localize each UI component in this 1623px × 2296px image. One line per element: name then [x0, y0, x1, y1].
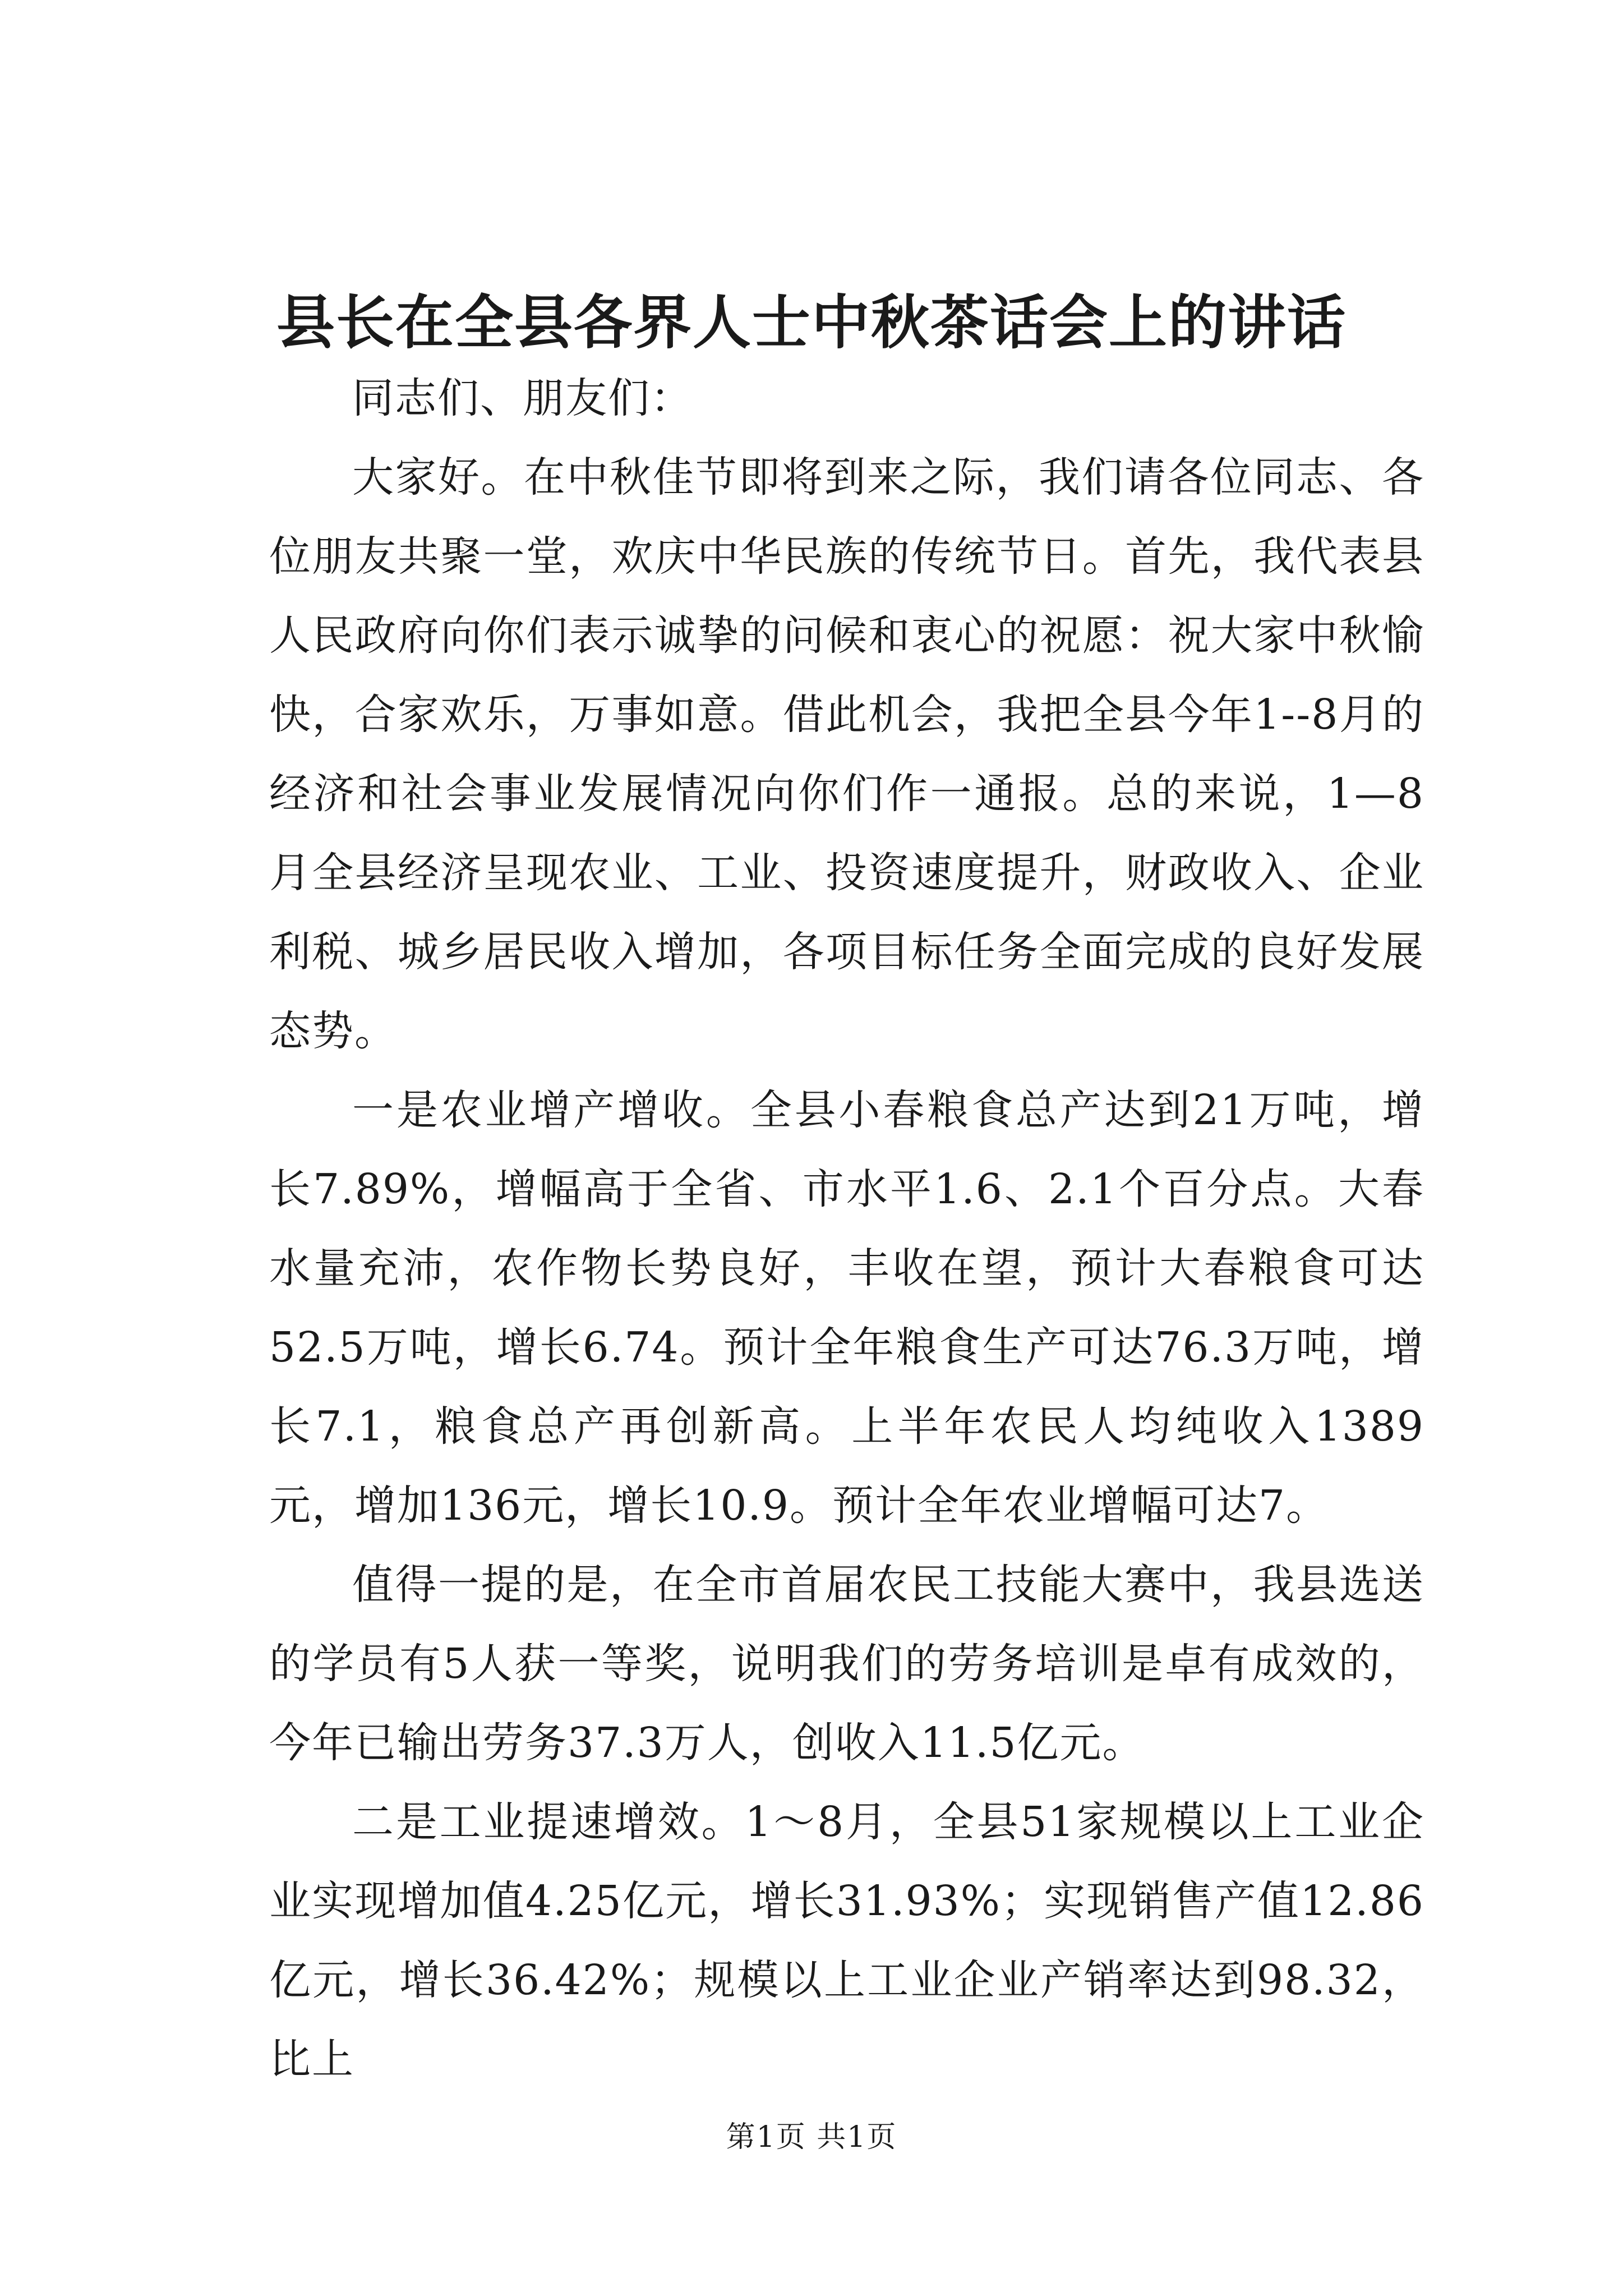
page-footer: 第1页 共1页 [726, 2120, 897, 2154]
paragraph-agriculture: 一是农业增产增收。全县小春粮食总产达到21万吨，增长7.89%，增幅高于全省、市水平1.6、2.1个百分点。大春水量充沛，农作物长势良好，丰收在望，预计大春粮食可达52.5万吨，增长6.74。预计全年粮食生产可达76.3万吨，增长7.1，粮食总产再创新高。上半年农民人均纯收入1389元，增加136元，增长10.9。预计全年农业增幅可达7。 [269, 1086, 1424, 1530]
paragraph-industry: 二是工业提速增效。1～8月，全县51家规模以上工业企业实现增加值4.25亿元，增长31.93%；实现销售产值12.86亿元，增长36.42%；规模以上工业企业产销率达到98.32，比上 [269, 1798, 1424, 2083]
document-title: 县长在全县各界人士中秋茶话会上的讲话 [276, 288, 1347, 357]
paragraph-labor: 值得一提的是，在全市首届农民工技能大赛中，我县选送的学员有5人获一等奖，说明我们的劳务培训是卓有成效的，今年已输出劳务37.3万人，创收入11.5亿元。 [269, 1561, 1424, 1767]
paragraph-greeting: 同志们、朋友们： [352, 374, 693, 422]
document-body [269, 359, 1424, 2099]
paragraph-intro: 大家好。在中秋佳节即将到来之际，我们请各位同志、各位朋友共聚一堂，欢庆中华民族的传统节日。首先，我代表县人民政府向你们表示诚挚的问候和衷心的祝愿：祝大家中秋愉快，合家欢乐，万事如意。借此机会，我把全县今年1--8月的经济和社会事业发展情况向你们作一通报。总的来说，1—8月全县经济呈现农业、工业、投资速度提升，财政收入、企业利税、城乡居民收入增加，各项目标任务全面完成的良好发展态势。 [269, 453, 1424, 1055]
